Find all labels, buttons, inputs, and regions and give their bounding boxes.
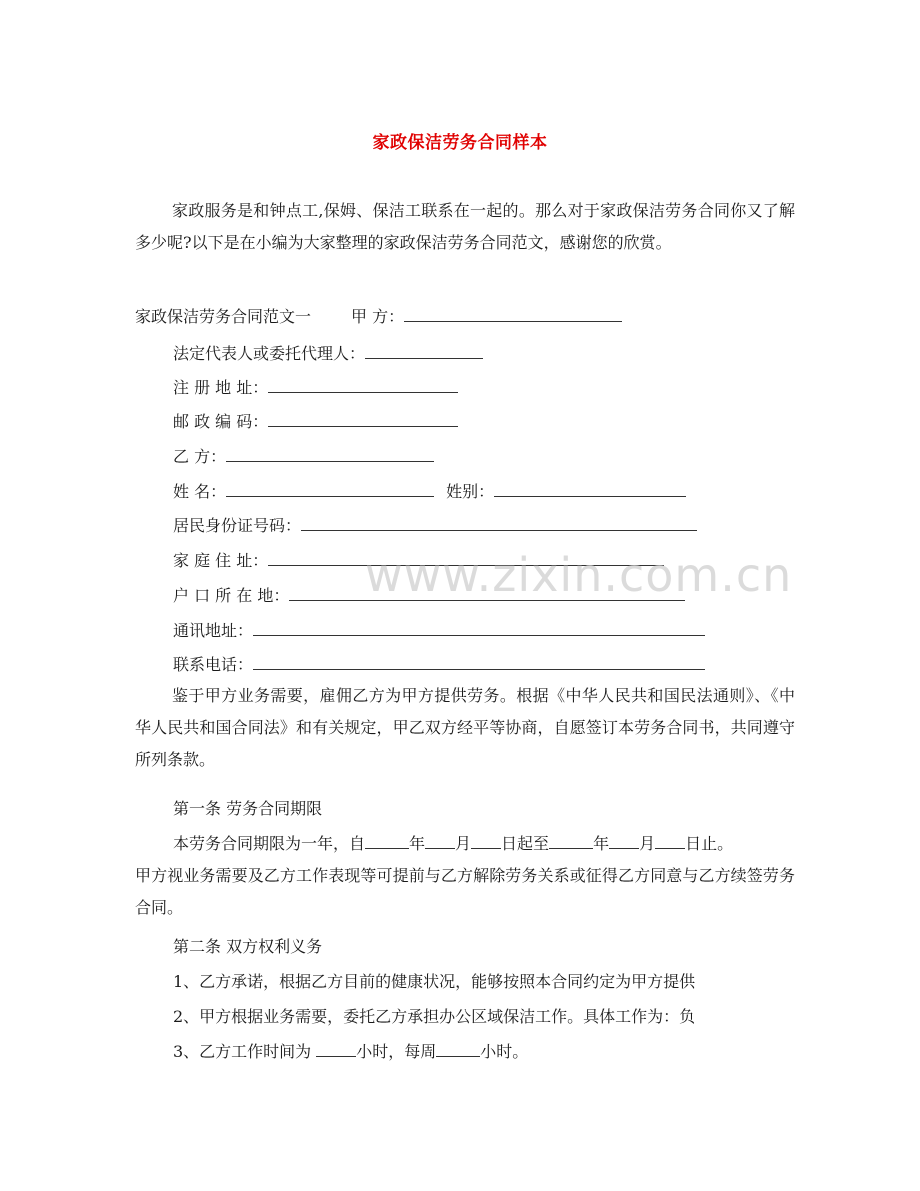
postal-code-label: 邮 政 编 码： xyxy=(173,412,269,431)
phone-line xyxy=(173,654,705,675)
article1-heading: 第一条 劳务合同期限 xyxy=(173,799,323,818)
work-hours-end: 小时。 xyxy=(480,1042,529,1061)
year-label: 年 xyxy=(409,834,426,853)
intro-paragraph: 家政服务是和钟点工,保姆、保洁工联系在一起的。那么对于家政保洁劳务合同你又了解多少呢?以下是在小编为大家整理的家政保洁劳务合同范文，感谢您的欣赏。 xyxy=(135,201,795,252)
article1-rest: 甲方视业务需要及乙方工作表现等可提前与乙方解除劳务关系或征得乙方同意与乙方续签劳务合同。 xyxy=(135,866,795,917)
mail-address-line xyxy=(173,620,705,641)
gender-blank xyxy=(494,481,686,497)
work-hours-intro: 3、乙方工作时间为 xyxy=(173,1042,317,1061)
month2-blank xyxy=(609,833,639,849)
postal-code-blank xyxy=(268,411,458,427)
day-to-label: 日止。 xyxy=(685,834,734,853)
article2-item2: 2、甲方根据业务需要，委托乙方承担办公区域保洁工作。具体工作为：负 xyxy=(173,1007,696,1026)
legal-rep-blank xyxy=(365,343,483,359)
phone-label: 联系电话： xyxy=(173,655,254,674)
year2-label: 年 xyxy=(593,834,610,853)
article1-period-line xyxy=(173,833,733,854)
watermark: www.zixin.com.cn xyxy=(365,548,793,602)
year-blank xyxy=(365,833,409,849)
name-gender-line xyxy=(173,481,686,502)
party-b-label: 乙 方： xyxy=(173,447,227,466)
day-from-label: 日起至 xyxy=(501,834,550,853)
article2-heading: 第二条 双方权利义务 xyxy=(173,937,323,956)
month-blank xyxy=(425,833,455,849)
name-blank xyxy=(226,481,434,497)
article2-item1: 1、乙方承诺，根据乙方目前的健康状况，能够按照本合同约定为甲方提供 xyxy=(173,972,696,991)
weekly-hours-blank xyxy=(436,1041,480,1057)
id-number-blank xyxy=(301,515,697,531)
sample-heading-line xyxy=(135,306,622,327)
party-a-label: 甲 方： xyxy=(351,307,405,326)
daily-hours-blank xyxy=(316,1041,356,1057)
month2-label: 月 xyxy=(639,834,656,853)
party-a-blank xyxy=(404,306,622,322)
legal-rep-line xyxy=(173,343,483,364)
day-blank xyxy=(471,833,501,849)
mail-address-label: 通讯地址： xyxy=(173,621,254,640)
legal-rep-label: 法定代表人或委托代理人： xyxy=(173,344,366,363)
day2-blank xyxy=(655,833,685,849)
mail-address-blank xyxy=(253,620,705,636)
household-reg-label: 户 口 所 在 地： xyxy=(173,586,290,605)
name-label: 姓 名： xyxy=(173,482,227,501)
reg-address-blank xyxy=(268,377,458,393)
party-b-line xyxy=(173,446,434,467)
sample-heading: 家政保洁劳务合同范文一 xyxy=(135,307,312,326)
postal-code-line xyxy=(173,411,458,432)
period-intro: 本劳务合同期限为一年，自 xyxy=(173,834,366,853)
reg-address-label: 注 册 地 址： xyxy=(173,378,269,397)
basis-paragraph: 鉴于甲方业务需要，雇佣乙方为甲方提供劳务。根据《中华人民共和国民法通则》、《中华人民共和国合同法》和有关规定，甲乙双方经平等协商，自愿签订本劳务合同书，共同遵守所列条款。 xyxy=(135,686,795,769)
phone-blank xyxy=(253,654,705,670)
party-b-blank xyxy=(226,446,434,462)
document-title: 家政保洁劳务合同样本 xyxy=(372,133,548,153)
work-hours-mid: 小时，每周 xyxy=(356,1042,437,1061)
month-label: 月 xyxy=(455,834,472,853)
article2-item3 xyxy=(173,1041,528,1062)
home-address-label: 家 庭 住 址： xyxy=(173,551,269,570)
gender-label: 姓别： xyxy=(446,482,495,501)
id-number-label: 居民身份证号码： xyxy=(173,516,302,535)
year2-blank xyxy=(549,833,593,849)
id-number-line xyxy=(173,515,697,536)
reg-address-line xyxy=(173,377,458,398)
